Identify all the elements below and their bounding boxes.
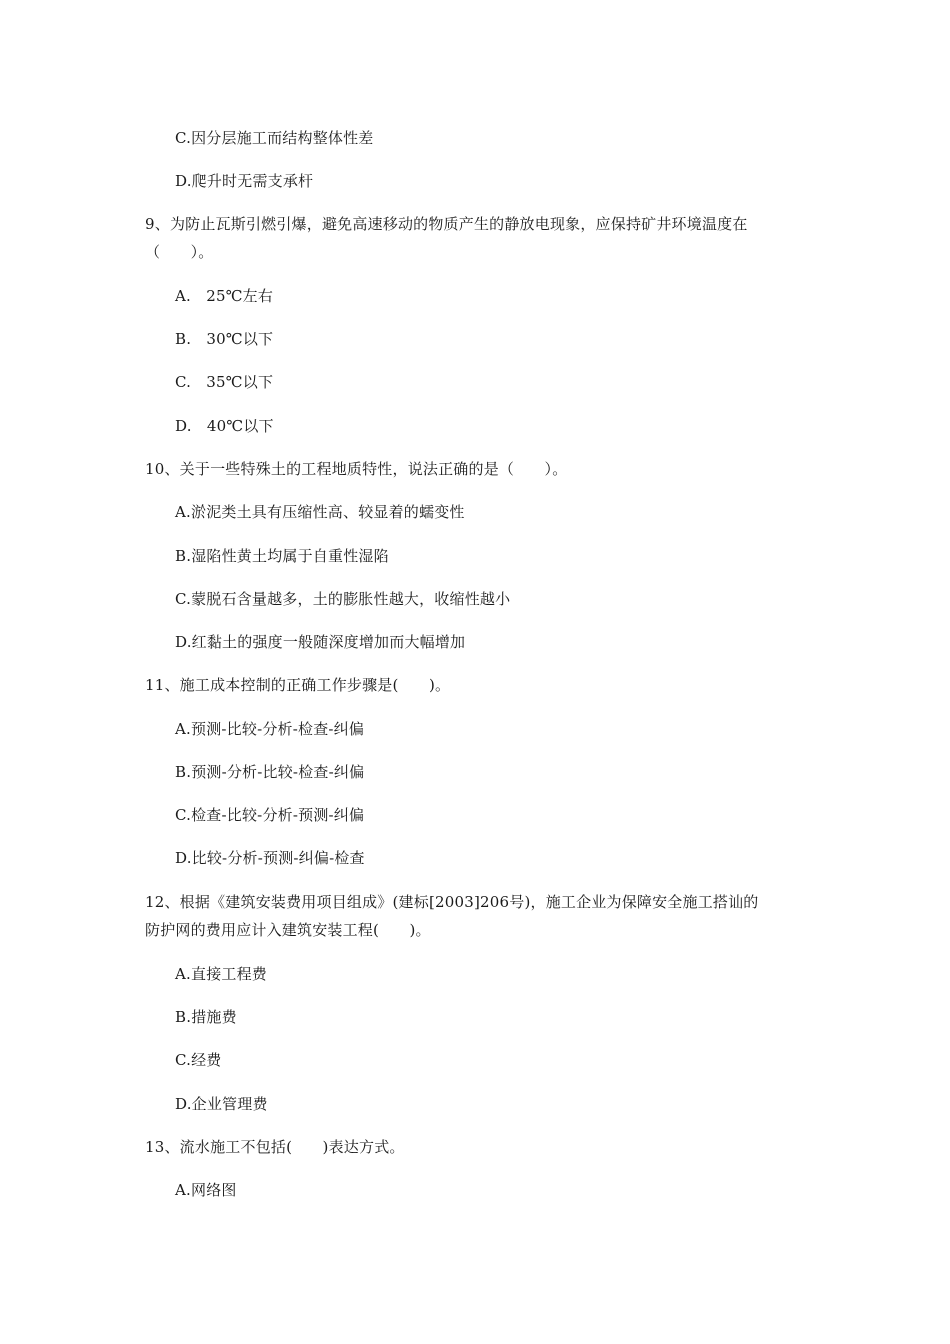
q11-option-b: B.预测-分析-比较-检查-纠偏 xyxy=(175,763,365,781)
q12-option-c: C.经费 xyxy=(175,1051,222,1069)
q13-stem: 13、流水施工不包括( )表达方式。 xyxy=(145,1138,405,1156)
q9-stem-line1: 9、为防止瓦斯引燃引爆，避免高速移动的物质产生的静放电现象，应保持矿井环境温度在 xyxy=(145,215,748,233)
q12-stem-line1: 12、根据《建筑安装费用项目组成》(建标[2003]206号)，施工企业为保障安全施工搭讪的 xyxy=(145,893,759,911)
q9-option-a: A. 25℃左右 xyxy=(175,287,274,305)
q9-option-d: D. 40℃以下 xyxy=(175,417,274,435)
q11-option-a: A.预测-比较-分析-检查-纠偏 xyxy=(175,720,365,738)
q9-option-b: B. 30℃以下 xyxy=(175,330,274,348)
q8-option-c: C.因分层施工而结构整体性差 xyxy=(175,129,374,147)
q12-option-d: D.企业管理费 xyxy=(175,1095,268,1113)
q12-stem-line2: 防护网的费用应计入建筑安装工程( )。 xyxy=(145,921,431,939)
q10-stem: 10、关于一些特殊土的工程地质特性，说法正确的是（ ）。 xyxy=(145,460,568,478)
q10-option-b: B.湿陷性黄土均属于自重性湿陷 xyxy=(175,547,389,565)
q13-option-a: A.网络图 xyxy=(175,1181,237,1199)
q9-option-c: C. 35℃以下 xyxy=(175,373,274,391)
q12-option-a: A.直接工程费 xyxy=(175,965,268,983)
q11-stem: 11、施工成本控制的正确工作步骤是( )。 xyxy=(145,676,451,694)
q10-option-a: A.淤泥类土具有压缩性高、较显着的蠕变性 xyxy=(175,503,465,521)
q11-option-d: D.比较-分析-预测-纠偏-检查 xyxy=(175,849,365,867)
q12-option-b: B.措施费 xyxy=(175,1008,237,1026)
q8-option-d: D.爬升时无需支承杆 xyxy=(175,172,314,190)
q10-option-c: C.蒙脱石含量越多，土的膨胀性越大，收缩性越小 xyxy=(175,590,511,608)
q9-stem-line2: （ ）。 xyxy=(145,243,214,261)
q10-option-d: D.红黏土的强度一般随深度增加而大幅增加 xyxy=(175,633,466,651)
q11-option-c: C.检查-比较-分析-预测-纠偏 xyxy=(175,806,365,824)
